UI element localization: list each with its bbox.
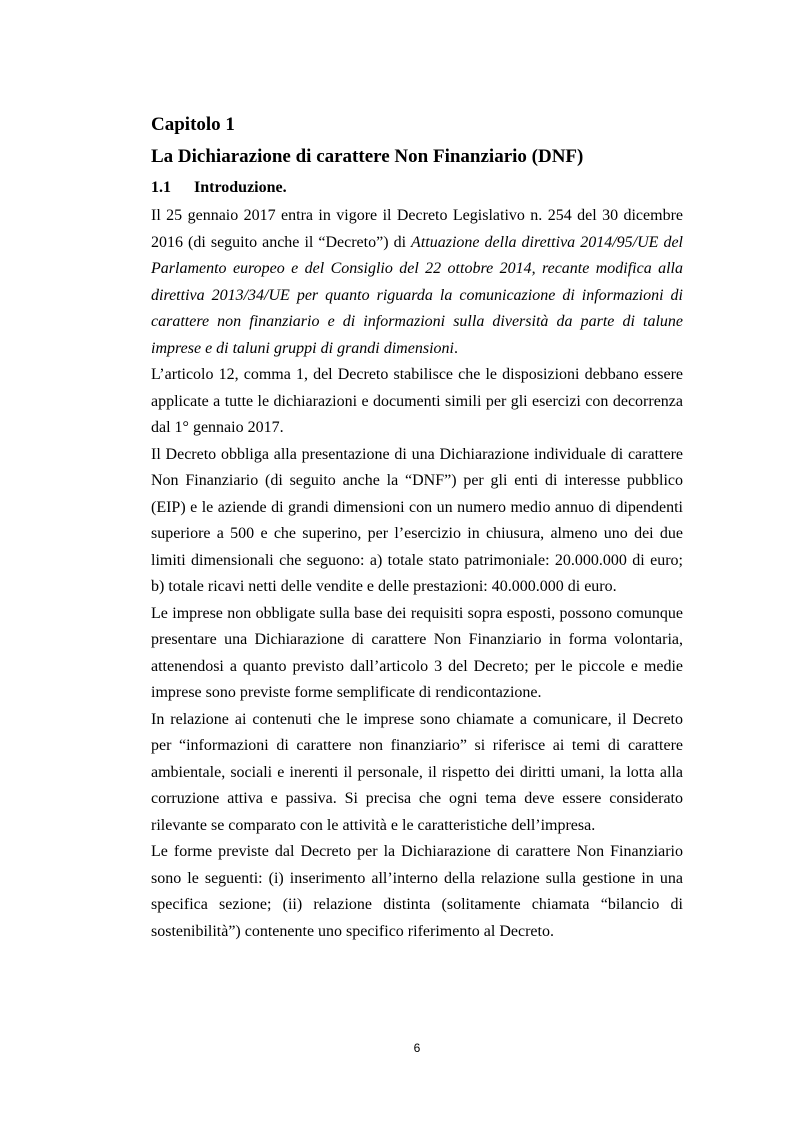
paragraph-2: L’articolo 12, comma 1, del Decreto stabilisce che le disposizioni debbano essere applicate a tutte le dichiarazioni e documenti simili per gli esercizi con decorrenza dal 1° gennaio 2017. (151, 366, 683, 436)
chapter-title: La Dichiarazione di carattere Non Finanziario (DNF) (151, 146, 584, 167)
paragraph-6: Le forme previste dal Decreto per la Dichiarazione di carattere Non Finanziario sono le seguenti: (i) inserimento all’interno della relazione sulla gestione in una specifica sezione; (ii) relazione distinta (solitamente chiamata “bilancio di sostenibilità”) contenente uno specifico riferimento al Decreto. (151, 843, 683, 940)
section-heading (151, 179, 287, 197)
paragraph-1: Il 25 gennaio 2017 entra in vigore il Decreto Legislativo n. 254 del 30 dicembre 2016 (di seguito anche il “Decreto”) di Attuazione della direttiva 2014/95/UE del Parlamento europeo e del Consiglio del 22 ottobre 2014, recante modifica alla direttiva 2013/34/UE per quanto riguarda la comunicazione di informazioni di carattere non finanziario e di informazioni sulla diversità da parte di talune imprese e di taluni gruppi di grandi dimensioni. (151, 207, 684, 357)
paragraph-4: Le imprese non obbligate sulla base dei requisiti sopra esposti, possono comunque presentare una Dichiarazione di carattere Non Finanziario in forma volontaria, attenendosi a quanto previsto dall’articolo 3 del Decreto; per le piccole e medie imprese sono previste forme semplificate di rendicontazione. (151, 604, 683, 701)
section-title: Introduzione. (194, 179, 287, 196)
section-number: 1.1 (151, 179, 171, 196)
paragraph-3: Il Decreto obbliga alla presentazione di una Dichiarazione individuale di carattere Non Finanziario (di seguito anche la “DNF”) per gli enti di interesse pubblico (EIP) e le aziende di grandi dimensioni con un numero medio annuo di dipendenti superiore a 500 e che superino, per l’esercizio in chiusura, almeno uno dei due limiti dimensionali che seguono: a) totale stato patrimoniale: 20.000.000 di euro; b) totale ricavi netti delle vendite e delle prestazioni: 40.000.000 di euro. (151, 445, 683, 595)
directive-title: Attuazione della direttiva 2014/95/UE del Parlamento europeo e del Consiglio del 22 ottobre 2014, recante modifica alla direttiva 2013/34/UE per quanto riguarda la comunicazione di informazioni di carattere non finanziario e di informazioni sulla diversità da parte di talune imprese e di taluni gruppi di grandi dimensioni (151, 233, 684, 357)
chapter-label: Capitolo 1 (151, 114, 235, 135)
paragraph-5: In relazione ai contenuti che le imprese sono chiamate a comunicare, il Decreto per “informazioni di carattere non finanziario” si riferisce ai temi di carattere ambientale, sociali e inerenti il personale, il rispetto dei diritti umani, la lotta alla corruzione attiva e passiva. Si precisa che ogni tema deve essere considerato rilevante se comparato con le attività e le caratteristiche dell’impresa. (151, 710, 683, 834)
body-text (151, 203, 683, 945)
page-number: 6 (413, 1041, 421, 1055)
